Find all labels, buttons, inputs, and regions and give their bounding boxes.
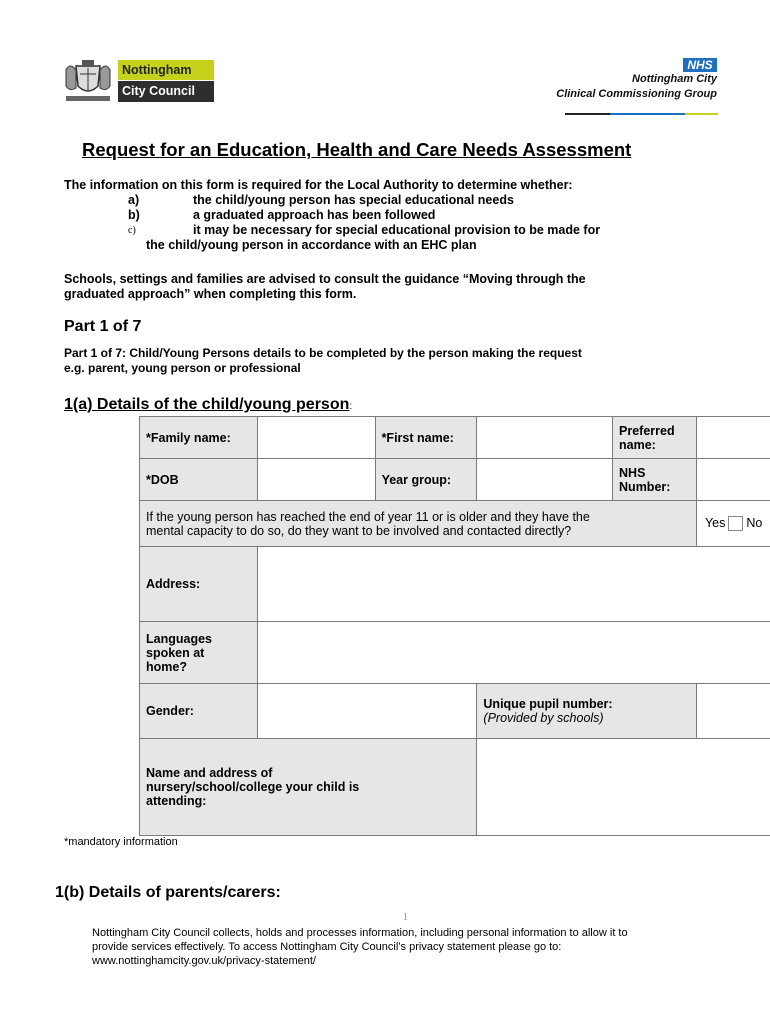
intro-lead: The information on this form is required for the Local Authority to determine whether: [64,178,573,192]
languages-field[interactable] [257,622,770,684]
mandatory-note: *mandatory information [64,836,178,848]
preferred-name-field[interactable] [696,417,770,459]
preferred-name-label [613,417,697,459]
first-name-field[interactable] [477,417,613,459]
family-name-label: *Family name: [140,417,258,459]
intro-item-b: a graduated approach has been followed [193,208,436,222]
capacity-answer-cell [696,501,770,547]
capacity-question [140,501,697,547]
council-name-line2: City Council [118,81,214,102]
advice-line2: graduated approach” when completing this form. [64,287,357,301]
ccg-name-line1: Nottingham City [632,73,717,85]
upn-hint: (Provided by schools) [483,711,604,725]
privacy-line1: Nottingham City Council collects, holds and processes information, including personal information to allow it to [92,927,628,939]
advice-line1: Schools, settings and families are advised to consult the guidance “Moving through the [64,272,586,286]
year-group-field[interactable] [477,459,613,501]
languages-label [140,622,258,684]
nhs-number-label [613,459,697,501]
upn-label-text: Unique pupil number: [483,697,613,711]
upn-field[interactable] [696,684,770,739]
intro-continuation: the child/young person in accordance with an EHC plan [146,238,477,252]
school-label-line2: nursery/school/college your child is [146,780,360,794]
section-a-heading-suffix: : [349,401,353,412]
page-title: Request for an Education, Health and Care Needs Assessment [82,139,632,160]
preferred-name-label-line2: name: [619,437,656,452]
intro-item-a: the child/young person has special educational needs [193,193,514,207]
yes-checkbox[interactable] [728,516,743,531]
languages-label-line3: home? [146,659,187,674]
section-a-heading [64,396,352,414]
privacy-footer [92,926,732,968]
address-field[interactable] [257,547,770,622]
city-crest-icon [62,56,114,104]
part-heading: Part 1 of 7 [64,318,142,335]
family-name-field[interactable] [257,417,375,459]
capacity-question-line2: mental capacity to do so, do they want to be involved and contacted directly? [146,523,572,538]
dob-label: *DOB [140,459,258,501]
school-field[interactable] [477,739,770,836]
intro-item-c: it may be necessary for special educational provision to be made for [193,223,601,237]
part-desc-line1: Part 1 of 7: Child/Young Persons details to be completed by the person making the request [64,346,582,360]
year-group-label: Year group: [375,459,477,501]
child-details-table [139,416,770,836]
ccg-divider [565,113,718,115]
council-name-line1: Nottingham [118,60,214,80]
yes-label: Yes [704,515,726,530]
upn-label [477,684,697,739]
nhs-badge: NHS [683,58,717,72]
capacity-question-line1: If the young person has reached the end of year 11 or is older and they have the [146,509,590,524]
preferred-name-label-line1: Preferred [619,423,675,438]
part-desc-line2: e.g. parent, young person or professional [64,361,301,375]
school-label-line1: Name and address of [146,766,273,780]
nhs-number-field[interactable] [696,459,770,501]
intro-marker-a: a) [128,193,140,207]
nhs-number-label-line1: NHS [619,465,646,480]
first-name-label: *First name: [375,417,477,459]
address-label: Address: [140,547,258,622]
languages-label-line2: spoken at [146,645,205,660]
page-number: 1 [403,912,408,923]
privacy-line2: provide services effectively. To access Nottingham City Council’s privacy statement please go to: [92,941,562,953]
intro-marker-c: c) [128,225,136,236]
privacy-link[interactable]: www.nottinghamcity.gov.uk/privacy-statement/ [92,955,316,967]
languages-label-line1: Languages [146,631,212,646]
gender-field[interactable] [257,684,477,739]
council-logo [118,60,214,102]
school-label-line3: attending: [146,794,207,808]
gender-label: Gender: [140,684,258,739]
no-label: No [746,515,763,530]
dob-field[interactable] [257,459,375,501]
school-label [140,739,477,836]
ccg-name-line2: Clinical Commissioning Group [556,88,717,100]
section-b-heading: 1(b) Details of parents/carers: [55,884,281,901]
nhs-number-label-line2: Number: [619,479,671,494]
section-a-heading-text: 1(a) Details of the child/young person [64,396,350,413]
intro-marker-b: b) [128,208,140,222]
